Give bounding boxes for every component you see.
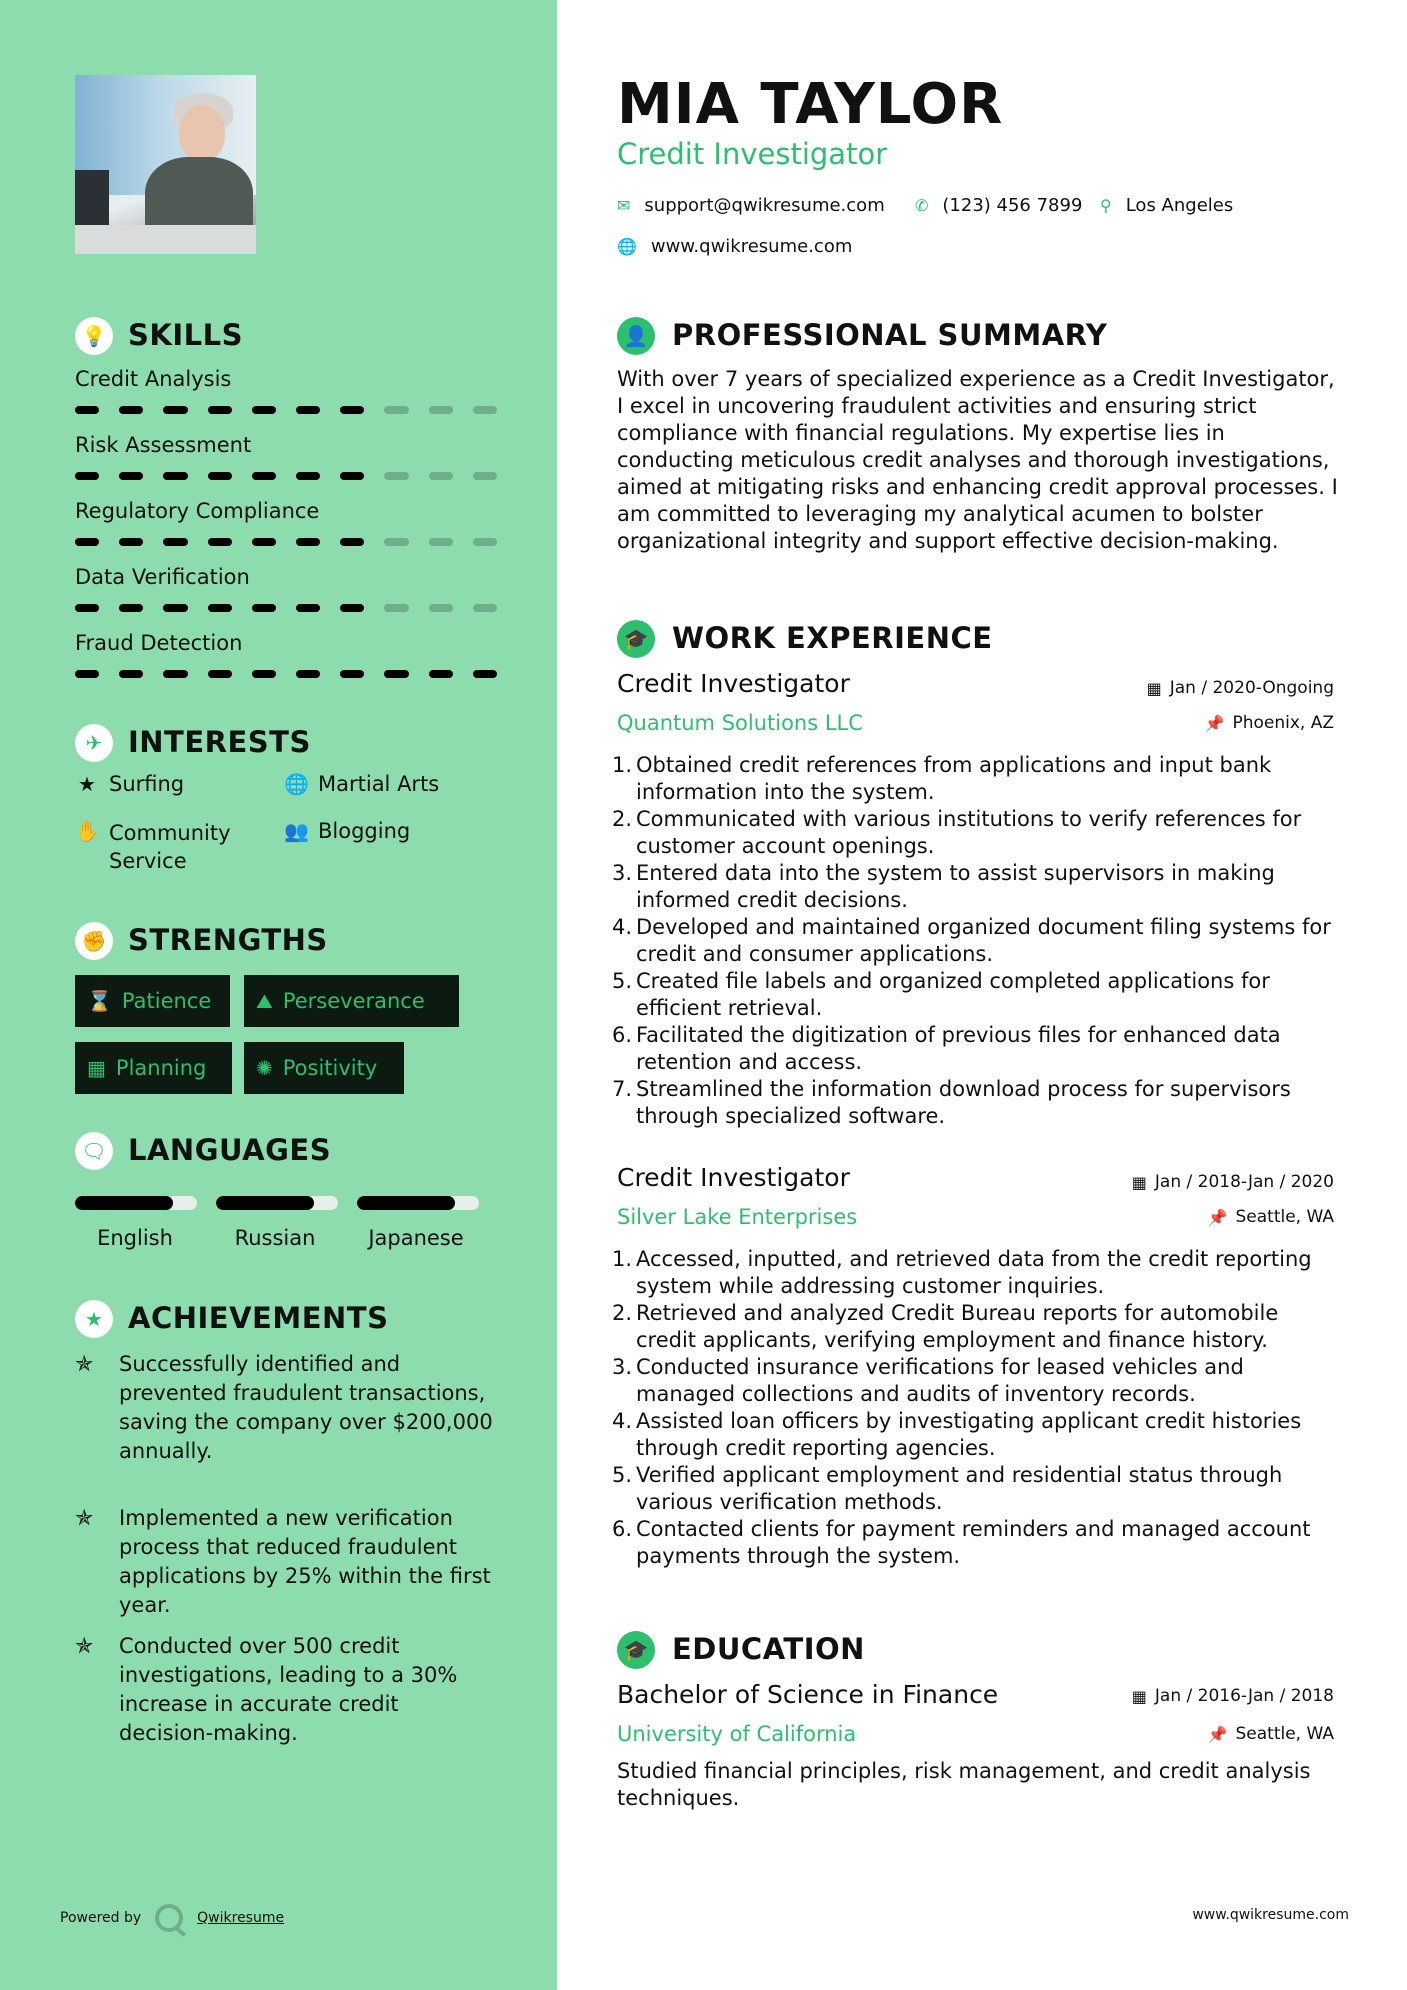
job-dates-text: Jan / 2018-Jan / 2020: [1154, 1172, 1334, 1192]
summary-text: With over 7 years of specialized experience as a Credit Investigator, I excel in uncovering fraudulent activities and ensuring strict compliance with financial regulations. My expertise lies in conducting meticulous credit analyses and thorough investigations, aimed at mitigating risks and enhancing credit approval processes. I am committed to leveraging my analytical acumen to bolster organizational integrity and support effective decision-making.: [617, 367, 1338, 553]
skill-segment: [119, 604, 143, 612]
calendar-icon: ▦: [1146, 678, 1162, 698]
star-burst-icon: ✯: [75, 1352, 94, 1377]
job-bullet: 6. Contacted clients for payment reminders and managed account payments through the system.: [611, 1517, 1311, 1568]
map-pin-icon: ⚲: [1100, 196, 1112, 215]
pin-icon: 📌: [1207, 1207, 1228, 1227]
job-dates: [1132, 1172, 1334, 1192]
job-bullet: 6. Facilitated the digitization of previous files for enhanced data retention and access.: [611, 1023, 1281, 1074]
contact-website[interactable]: [617, 236, 852, 257]
skill-level-bar: [75, 538, 497, 546]
job-location: [1208, 1207, 1334, 1227]
skill-segment: [252, 472, 276, 480]
strength-label: Planning: [115, 1056, 207, 1080]
skill-segment: [119, 406, 143, 414]
skill-segment: [119, 472, 143, 480]
education-heading: EDUCATION: [672, 1632, 865, 1666]
phone-text: (123) 456 7899: [942, 195, 1083, 216]
education-dates: [1132, 1686, 1334, 1706]
raised-fist-icon: ✊: [75, 922, 113, 960]
job-bullets: [610, 752, 1340, 1130]
brand-link[interactable]: Qwikresume: [197, 1910, 285, 1926]
job-bullet: 3. Conducted insurance verifications for leased vehicles and managed collections and audits of inventory records.: [611, 1355, 1244, 1406]
powered-by-label: Powered by: [60, 1910, 142, 1926]
globe-icon: 🌐: [284, 772, 309, 796]
skill-segment: [163, 670, 187, 678]
education-description: Studied financial principles, risk management, and credit analysis techniques.: [617, 1759, 1311, 1810]
strength-label: Positivity: [282, 1056, 378, 1080]
company-name: Quantum Solutions LLC: [617, 711, 863, 735]
skill-segment: [75, 604, 99, 612]
strength-badge: [75, 1042, 232, 1094]
job-dates-text: Jan / 2020-Ongoing: [1169, 678, 1334, 698]
skill-segment: [429, 538, 453, 546]
strength-label: Perseverance: [282, 989, 425, 1013]
languages-heading: LANGUAGES: [128, 1133, 332, 1167]
interest-item: [284, 772, 439, 796]
email-text: support@qwikresume.com: [644, 195, 885, 216]
star-icon: ★: [78, 772, 96, 796]
skill-segment: [252, 604, 276, 612]
skill-segment: [75, 538, 99, 546]
skill-segment: [208, 538, 232, 546]
skill-segment: [340, 472, 364, 480]
skill-segment: [252, 670, 276, 678]
qwikresume-logo-icon: [155, 1904, 183, 1932]
skill-segment: [340, 406, 364, 414]
hourglass-icon: ⌛: [87, 989, 112, 1013]
achievement-icon: ★: [75, 1300, 113, 1338]
pin-icon: 📌: [1207, 1724, 1228, 1744]
skill-segment: [296, 538, 320, 546]
calendar-icon: ▦: [87, 1056, 106, 1080]
interest-item: [284, 819, 410, 843]
strength-badge: [244, 1042, 404, 1094]
skill-segment: [473, 406, 497, 414]
language-name: Russian: [234, 1226, 316, 1250]
contact-phone[interactable]: [915, 195, 1082, 216]
achievement-item: [75, 1350, 495, 1466]
job-title: Credit Investigator: [617, 669, 850, 698]
skill-segment: [473, 472, 497, 480]
job-bullet: 2. Communicated with various institutions to verify references for customer account openings.: [611, 807, 1302, 858]
contact-email[interactable]: [617, 195, 885, 216]
skill-segment: [163, 472, 187, 480]
skill-segment: [208, 472, 232, 480]
skill-segment: [340, 670, 364, 678]
skill-segment: [75, 670, 99, 678]
skill-level-bar: [75, 670, 497, 678]
powered-by: [60, 1904, 284, 1932]
skill-segment: [208, 670, 232, 678]
skill-segment: [296, 604, 320, 612]
experience-heading: WORK EXPERIENCE: [672, 621, 993, 655]
interest-item: [75, 819, 255, 875]
graduation-icon: 🎓: [617, 1631, 655, 1669]
star-burst-icon: ✯: [75, 1634, 94, 1659]
paper-plane-icon: ✈: [75, 724, 113, 762]
language-level-bar: [357, 1196, 479, 1210]
envelope-icon: ✉: [617, 196, 631, 215]
job-title: Credit Investigator: [617, 1163, 850, 1192]
strength-badge: [244, 975, 459, 1027]
job-bullet: 7. Streamlined the information download process for supervisors through specialized software.: [611, 1077, 1291, 1128]
achievement-item: [75, 1504, 495, 1620]
skill-name: Data Verification: [75, 565, 250, 589]
skill-segment: [473, 538, 497, 546]
language-level-fill: [216, 1196, 314, 1210]
calendar-icon: ▦: [1131, 1686, 1147, 1706]
language-level-bar: [216, 1196, 338, 1210]
skill-segment: [384, 472, 408, 480]
user-icon: 👤: [617, 317, 655, 355]
person-name: MIA TAYLOR: [617, 72, 1004, 137]
skill-segment: [296, 406, 320, 414]
skill-segment: [119, 538, 143, 546]
skills-heading: SKILLS: [128, 318, 243, 352]
interest-label: Community Service: [109, 821, 231, 873]
skill-segment: [208, 604, 232, 612]
education-dates-text: Jan / 2016-Jan / 2018: [1154, 1686, 1334, 1706]
users-icon: 👥: [284, 819, 309, 843]
interests-heading: INTERESTS: [128, 725, 311, 759]
skill-segment: [384, 670, 408, 678]
job-bullet: 5. Verified applicant employment and residential status through various verification methods.: [611, 1463, 1283, 1514]
sidebar: [0, 0, 557, 1990]
skill-segment: [429, 670, 453, 678]
achievement-item: [75, 1632, 495, 1748]
job-location-text: Seattle, WA: [1235, 1207, 1334, 1227]
skill-level-bar: [75, 472, 497, 480]
skill-segment: [296, 472, 320, 480]
skill-level-bar: [75, 604, 497, 612]
interest-label: Martial Arts: [318, 772, 440, 796]
star-burst-icon: ✯: [75, 1506, 94, 1531]
skill-segment: [163, 406, 187, 414]
language-icon: 🗨: [75, 1132, 113, 1170]
skill-segment: [429, 604, 453, 612]
person-title: Credit Investigator: [617, 137, 888, 171]
language-name: Japanese: [368, 1226, 464, 1250]
job-bullets: [610, 1246, 1340, 1570]
skill-name: Fraud Detection: [75, 631, 243, 655]
language-level-bar: [75, 1196, 197, 1210]
skill-level-bar: [75, 406, 497, 414]
language-level-fill: [357, 1196, 455, 1210]
skill-segment: [75, 472, 99, 480]
achievement-text: Successfully identified and prevented fraudulent transactions, saving the company over $200,000 annually.: [119, 1352, 493, 1463]
job-bullet: 2. Retrieved and analyzed Credit Bureau reports for automobile credit applicants, verifying employment and finance history.: [611, 1301, 1279, 1352]
interest-label: Blogging: [318, 819, 411, 843]
company-name: Silver Lake Enterprises: [617, 1205, 858, 1229]
phone-icon: ✆: [915, 196, 929, 215]
job-bullet: 1. Obtained credit references from applications and input bank information into the system.: [611, 753, 1272, 804]
calendar-icon: ▦: [1131, 1172, 1147, 1192]
job-bullet: 4. Assisted loan officers by investigating applicant credit histories through credit reporting agencies.: [611, 1409, 1302, 1460]
skill-segment: [473, 604, 497, 612]
job-bullet: 3. Entered data into the system to assist supervisors in making informed credit decisions.: [611, 861, 1275, 912]
hand-icon: ✋: [75, 819, 100, 843]
education-location-text: Seattle, WA: [1235, 1724, 1334, 1744]
job-bullet: 5. Created file labels and organized completed applications for efficient retrieval.: [611, 969, 1270, 1020]
website-text: www.qwikresume.com: [650, 236, 853, 257]
achievement-text: Conducted over 500 credit investigations, leading to a 30% increase in accurate credit decision-making.: [119, 1634, 458, 1745]
skill-segment: [208, 406, 232, 414]
job-bullet: 4. Developed and maintained organized document filing systems for credit and consumer applications.: [611, 915, 1331, 966]
contact-location: [1100, 195, 1233, 216]
lightbulb-icon: 💡: [75, 317, 113, 355]
strengths-heading: STRENGTHS: [128, 923, 328, 957]
location-text: Los Angeles: [1125, 195, 1234, 216]
skill-segment: [384, 538, 408, 546]
skill-segment: [252, 406, 276, 414]
summary-heading: PROFESSIONAL SUMMARY: [672, 318, 1108, 352]
achievement-text: Implemented a new verification process that reduced fraudulent applications by 25% within the first year.: [119, 1506, 491, 1617]
achievements-heading: ACHIEVEMENTS: [128, 1301, 389, 1335]
skill-segment: [296, 670, 320, 678]
binoculars-icon: ⛰: [256, 989, 273, 1013]
briefcase-icon: 🎓: [617, 620, 655, 658]
skill-name: Credit Analysis: [75, 367, 232, 391]
skill-segment: [473, 670, 497, 678]
job-dates: [1147, 678, 1334, 698]
footer-url[interactable]: www.qwikresume.com: [1192, 1907, 1349, 1923]
strength-label: Patience: [121, 989, 212, 1013]
skill-segment: [75, 406, 99, 414]
job-bullet: 1. Accessed, inputted, and retrieved data from the credit reporting system while addressing customer inquiries.: [611, 1247, 1312, 1298]
skill-name: Risk Assessment: [75, 433, 252, 457]
education-location: [1208, 1724, 1334, 1744]
job-location: [1205, 713, 1334, 733]
globe-icon: 🌐: [617, 237, 637, 256]
job-location-text: Phoenix, AZ: [1232, 713, 1334, 733]
interest-label: Surfing: [109, 772, 185, 796]
skill-segment: [429, 406, 453, 414]
skill-segment: [163, 538, 187, 546]
skill-segment: [384, 406, 408, 414]
profile-photo: [75, 75, 256, 254]
skill-segment: [340, 538, 364, 546]
strength-badge: [75, 975, 230, 1027]
skill-segment: [163, 604, 187, 612]
skill-name: Regulatory Compliance: [75, 499, 320, 523]
skill-segment: [384, 604, 408, 612]
pin-icon: 📌: [1204, 713, 1225, 733]
interest-item: [75, 772, 184, 796]
school-name: University of California: [617, 1722, 857, 1746]
skill-segment: [252, 538, 276, 546]
skill-segment: [340, 604, 364, 612]
skill-segment: [119, 670, 143, 678]
degree-title: Bachelor of Science in Finance: [617, 1680, 999, 1709]
language-name: English: [97, 1226, 173, 1250]
skill-segment: [429, 472, 453, 480]
sun-icon: ✺: [256, 1056, 273, 1080]
language-level-fill: [75, 1196, 173, 1210]
